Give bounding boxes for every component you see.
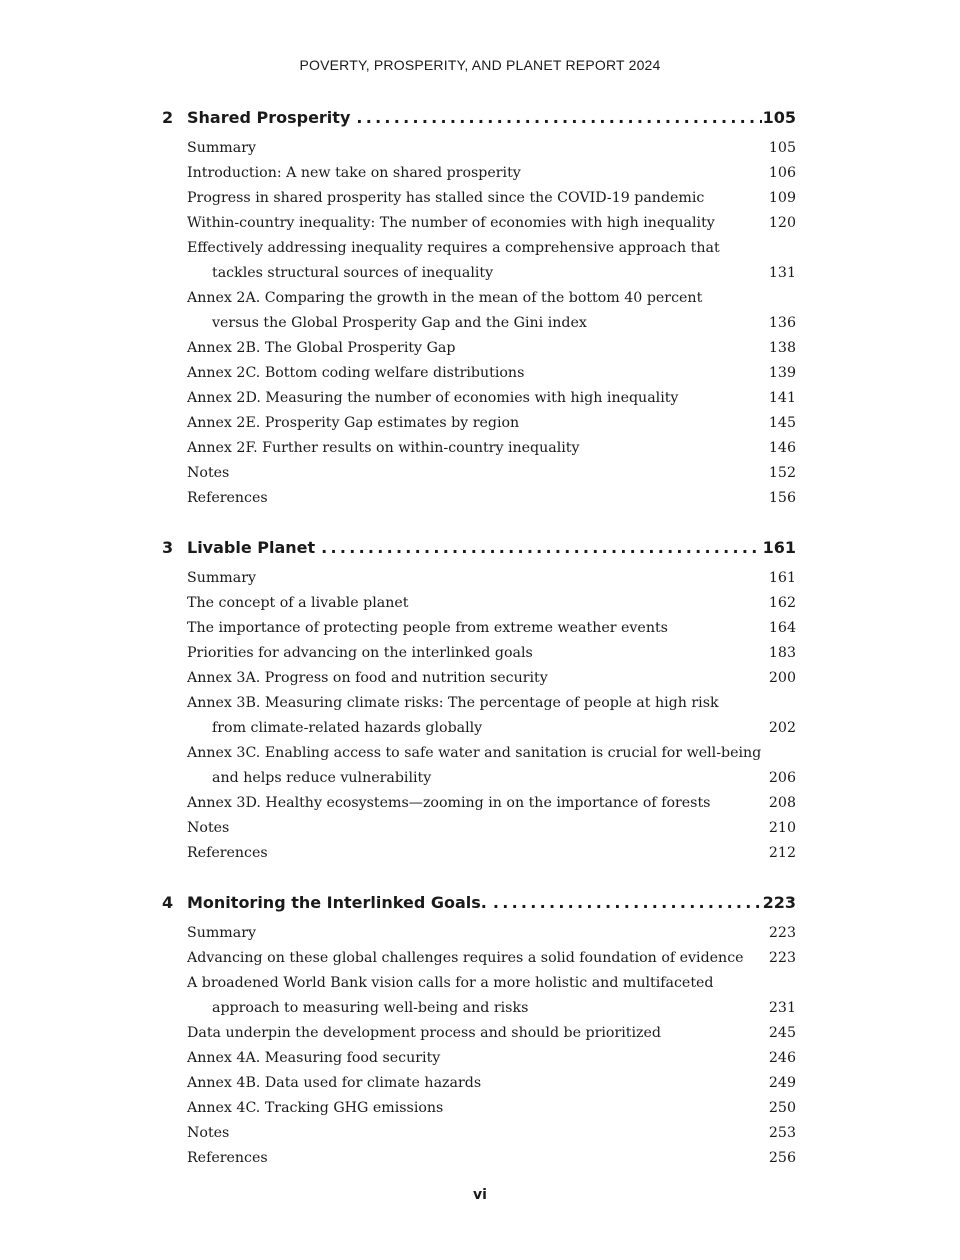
toc-entry-title: Annex 3A. Progress on food and nutrition security (187, 670, 548, 686)
toc-entry[interactable] (187, 716, 796, 741)
toc-entry-page-number: 156 (768, 490, 796, 506)
toc-entry-page-number: 105 (768, 140, 796, 156)
chapter-title: Livable Planet (187, 538, 316, 557)
toc-entry-title: References (187, 1150, 268, 1166)
toc-entry-page-number: 245 (768, 1025, 796, 1041)
toc-entry-title: Advancing on these global challenges requires a solid foundation of evidence (187, 950, 744, 966)
toc-entry-title: A broadened World Bank vision calls for a more holistic and multifaceted (187, 975, 714, 991)
toc-entry[interactable] (187, 336, 796, 361)
toc-entry-title: References (187, 490, 268, 506)
chapter-heading-4[interactable] (162, 891, 796, 915)
toc-entry[interactable] (187, 136, 796, 161)
toc-entry-title: versus the Global Prosperity Gap and the Gini index (212, 315, 587, 331)
toc-entry-page-number: 145 (768, 415, 796, 431)
toc-entry[interactable] (187, 411, 796, 436)
toc-entry-title: Annex 3D. Healthy ecosystems—zooming in on the importance of forests (187, 795, 711, 811)
toc-entry-page-number: 253 (768, 1125, 796, 1141)
toc-entry[interactable] (187, 996, 796, 1021)
toc-entry-page-number: 202 (768, 720, 796, 736)
toc-entry-title: Summary (187, 140, 257, 156)
toc-entry-page-number: 223 (768, 925, 796, 941)
toc-entry-title: Annex 3B. Measuring climate risks: The percentage of people at high risk (187, 695, 719, 711)
toc-entry-title: Progress in shared prosperity has stalled since the COVID-19 pandemic (187, 190, 705, 206)
toc-entry[interactable] (187, 211, 796, 236)
toc-entry[interactable] (187, 791, 796, 816)
chapter-2-entries (187, 136, 796, 511)
toc-entry-title: approach to measuring well-being and risks (212, 1000, 529, 1016)
toc-entry[interactable] (187, 641, 796, 666)
toc-entry[interactable] (187, 361, 796, 386)
toc-entry[interactable] (187, 691, 796, 716)
toc-entry-title: References (187, 845, 268, 861)
toc-entry-page-number: 106 (768, 165, 796, 181)
toc-entry-title: Annex 2A. Comparing the growth in the mean of the bottom 40 percent (187, 290, 703, 306)
chapter-heading-2[interactable] (162, 106, 796, 130)
toc-entry-page-number: 164 (768, 620, 796, 636)
toc-entry-title: Notes (187, 820, 230, 836)
toc-entry-page-number: 139 (768, 365, 796, 381)
chapter-4-entries (187, 921, 796, 1171)
toc-entry-title: from climate-related hazards globally (212, 720, 483, 736)
toc-entry-title: Priorities for advancing on the interlinked goals (187, 645, 533, 661)
chapter-number: 4 (162, 893, 174, 912)
toc-entry-page-number: 146 (768, 440, 796, 456)
toc-entry-title: Annex 4C. Tracking GHG emissions (187, 1100, 444, 1116)
toc-entry[interactable] (187, 1021, 796, 1046)
toc-entry-title: Data underpin the development process and should be prioritized (187, 1025, 661, 1041)
toc-entry-title: Notes (187, 1125, 230, 1141)
toc-entry[interactable] (187, 1071, 796, 1096)
toc-entry-page-number: 200 (768, 670, 796, 686)
toc-entry-title: Annex 2B. The Global Prosperity Gap (187, 340, 456, 356)
toc-entry-page-number: 256 (768, 1150, 796, 1166)
toc-entry[interactable] (187, 461, 796, 486)
page-folio: vi (473, 1187, 487, 1203)
toc-entry-title: The concept of a livable planet (187, 595, 409, 611)
toc-entry-title: Annex 2E. Prosperity Gap estimates by region (187, 415, 520, 431)
chapter-page-number: 161 (762, 538, 796, 557)
toc-entry-title: Annex 2C. Bottom coding welfare distributions (187, 365, 525, 381)
toc-entry-page-number: 161 (768, 570, 796, 586)
chapter-page-number: 223 (762, 893, 796, 912)
toc-entry[interactable] (187, 841, 796, 866)
toc-entry[interactable] (187, 816, 796, 841)
toc-entry-title: Effectively addressing inequality requires a comprehensive approach that (187, 240, 720, 256)
toc-entry[interactable] (187, 1096, 796, 1121)
toc-entry-title: tackles structural sources of inequality (212, 265, 494, 281)
toc-entry-page-number: 120 (768, 215, 796, 231)
toc-entry-title: The importance of protecting people from extreme weather events (187, 620, 668, 636)
toc-entry-page-number: 141 (768, 390, 796, 406)
toc-entry[interactable] (187, 236, 796, 261)
chapter-title: Monitoring the Interlinked Goals. (187, 893, 487, 912)
toc-entry-page-number: 212 (768, 845, 796, 861)
toc-entry-title: and helps reduce vulnerability (212, 770, 432, 786)
toc-entry[interactable] (187, 161, 796, 186)
toc-entry[interactable] (187, 666, 796, 691)
toc-entry-title: Notes (187, 465, 230, 481)
toc-entry[interactable] (187, 971, 796, 996)
dot-leader (321, 536, 761, 560)
chapter-3-entries (187, 566, 796, 866)
toc-entry-title: Introduction: A new take on shared prosperity (187, 165, 521, 181)
toc-entry[interactable] (187, 486, 796, 511)
toc-entry-page-number: 208 (768, 795, 796, 811)
toc-entry[interactable] (187, 741, 796, 766)
chapter-title: Shared Prosperity (187, 108, 351, 127)
toc-entry[interactable] (187, 1046, 796, 1071)
toc-entry-page-number: 223 (768, 950, 796, 966)
toc-entry-page-number: 162 (768, 595, 796, 611)
toc-entry-page-number: 136 (768, 315, 796, 331)
toc-entry-page-number: 231 (768, 1000, 796, 1016)
toc-entry-page-number: 109 (768, 190, 796, 206)
toc-entry[interactable] (187, 766, 796, 791)
toc-entry-page-number: 246 (768, 1050, 796, 1066)
toc-entry-title: Within-country inequality: The number of economies with high inequality (187, 215, 715, 231)
toc-entry-page-number: 183 (768, 645, 796, 661)
toc-entry-title: Summary (187, 925, 257, 941)
toc-entry[interactable] (187, 311, 796, 336)
toc-entry-title: Annex 2D. Measuring the number of economies with high inequality (187, 390, 679, 406)
toc-entry[interactable] (187, 386, 796, 411)
toc-entry-page-number: 138 (768, 340, 796, 356)
toc-entry[interactable] (187, 946, 796, 971)
toc-entry[interactable] (187, 566, 796, 591)
toc-entry[interactable] (187, 1121, 796, 1146)
toc-entry-page-number: 250 (768, 1100, 796, 1116)
toc-entry[interactable] (187, 436, 796, 461)
chapter-heading-3[interactable] (162, 536, 796, 560)
chapter-number: 2 (162, 108, 174, 127)
toc-entry[interactable] (187, 186, 796, 211)
toc-entry-title: Annex 3C. Enabling access to safe water and sanitation is crucial for well-being (187, 745, 762, 761)
toc-entry-page-number: 210 (768, 820, 796, 836)
chapter-page-number: 105 (762, 108, 796, 127)
toc-entry-title: Annex 2F. Further results on within-country inequality (187, 440, 580, 456)
dot-leader (356, 106, 761, 130)
toc-entry-title: Annex 4B. Data used for climate hazards (187, 1075, 482, 1091)
toc-entry[interactable] (187, 286, 796, 311)
toc-entry-page-number: 152 (768, 465, 796, 481)
toc-entry-title: Summary (187, 570, 257, 586)
toc-entry[interactable] (187, 921, 796, 946)
toc-entry-page-number: 131 (768, 265, 796, 281)
toc-entry[interactable] (187, 616, 796, 641)
toc-entry[interactable] (187, 1146, 796, 1171)
running-head: POVERTY, PROSPERITY, AND PLANET REPORT 2024 (299, 57, 661, 73)
toc-entry-page-number: 249 (768, 1075, 796, 1091)
toc-entry-title: Annex 4A. Measuring food security (187, 1050, 441, 1066)
toc-entry[interactable] (187, 591, 796, 616)
toc-entry[interactable] (187, 261, 796, 286)
toc-entry-page-number: 206 (768, 770, 796, 786)
dot-leader (493, 891, 762, 915)
chapter-number: 3 (162, 538, 174, 557)
